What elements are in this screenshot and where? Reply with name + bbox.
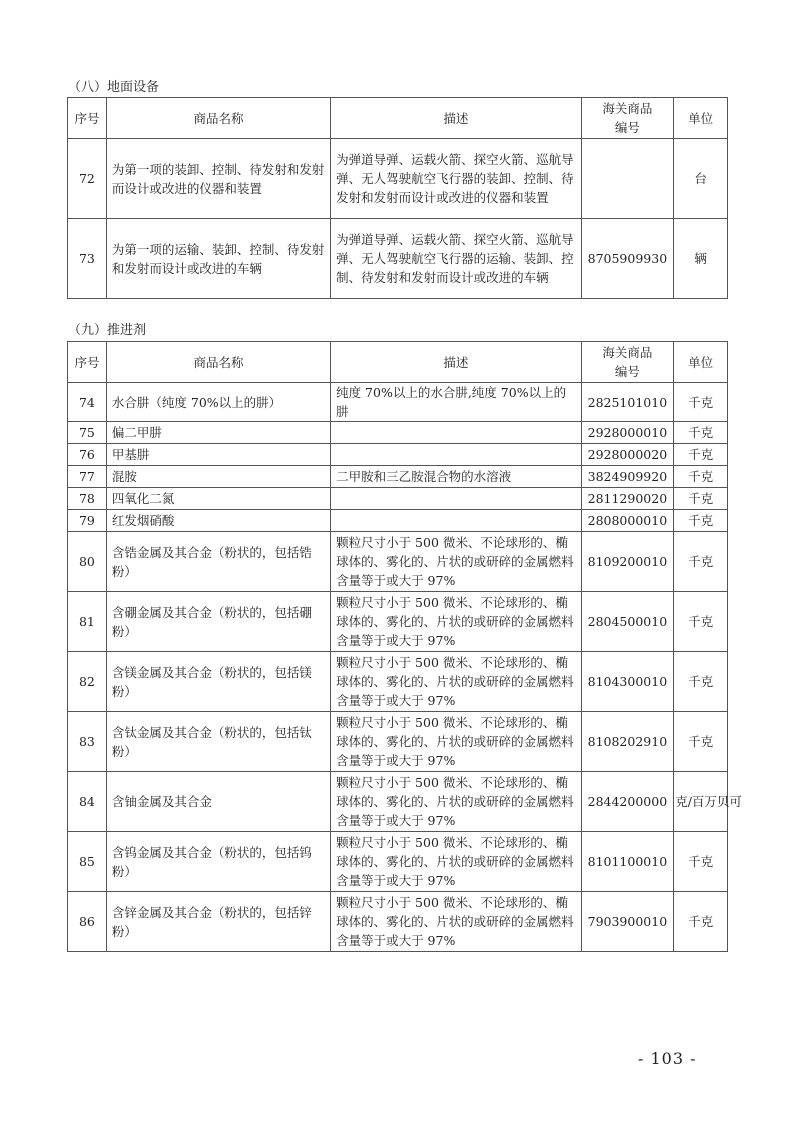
row-number: 78 (68, 488, 107, 510)
customs-code: 2804500010 (581, 592, 674, 652)
description: 颗粒尺寸小于 500 微米、不论球形的、椭球体的、雾化的、片状的或研碎的金属燃料含量等于或大于 97% (331, 832, 582, 892)
row-number: 85 (68, 832, 107, 892)
unit: 辆 (674, 219, 728, 299)
row-number: 72 (68, 139, 107, 219)
header-code-line1: 海关商品 (602, 101, 653, 116)
product-name: 四氧化二氮 (106, 488, 330, 510)
product-name: 为第一项的运输、装卸、控制、待发射和发射而设计或改进的车辆 (106, 219, 330, 299)
row-number: 77 (68, 466, 107, 488)
table-row (68, 510, 728, 532)
unit: 千克 (674, 422, 728, 444)
table-row (68, 383, 728, 422)
unit: 千克 (674, 532, 728, 592)
row-number: 83 (68, 712, 107, 772)
product-name: 含铀金属及其合金 (106, 772, 330, 832)
description: 为弹道导弹、运载火箭、探空火箭、巡航导弹、无人驾驶航空飞行器的装卸、控制、待发射和发射而设计或改进的仪器和装置 (331, 139, 582, 219)
product-name: 含钛金属及其合金（粉状的，包括钛粉） (106, 712, 330, 772)
customs-code: 2928000010 (581, 422, 674, 444)
description (331, 510, 582, 532)
customs-code (581, 139, 674, 219)
customs-code: 2844200000 (581, 772, 674, 832)
table-row (68, 422, 728, 444)
ground-equipment-table (67, 97, 728, 299)
description (331, 488, 582, 510)
table-row (68, 712, 728, 772)
row-number: 84 (68, 772, 107, 832)
customs-code: 8104300010 (581, 652, 674, 712)
customs-code: 2808000010 (581, 510, 674, 532)
row-number: 76 (68, 444, 107, 466)
customs-code: 2928000020 (581, 444, 674, 466)
product-name: 甲基肼 (106, 444, 330, 466)
customs-code: 2825101010 (581, 383, 674, 422)
row-number: 82 (68, 652, 107, 712)
table-row (68, 444, 728, 466)
description: 为弹道导弹、运载火箭、探空火箭、巡航导弹、无人驾驶航空飞行器的运输、装卸、控制、待发射和发射而设计或改进的车辆 (331, 219, 582, 299)
product-name: 偏二甲肼 (106, 422, 330, 444)
header-num: 序号 (68, 98, 107, 139)
product-name: 混胺 (106, 466, 330, 488)
header-name: 商品名称 (106, 342, 330, 383)
header-desc: 描述 (331, 342, 582, 383)
product-name: 红发烟硝酸 (106, 510, 330, 532)
description (331, 422, 582, 444)
table-row (68, 466, 728, 488)
product-name: 水合肼（纯度 70%以上的肼） (106, 383, 330, 422)
product-name: 含镁金属及其合金（粉状的，包括镁粉） (106, 652, 330, 712)
row-number: 73 (68, 219, 107, 299)
description: 二甲胺和三乙胺混合物的水溶液 (331, 466, 582, 488)
table-row (68, 488, 728, 510)
product-name: 含硼金属及其合金（粉状的，包括硼粉） (106, 592, 330, 652)
table-row (68, 652, 728, 712)
header-code (581, 98, 674, 139)
unit: 克/百万贝可 (674, 772, 728, 832)
unit: 千克 (674, 832, 728, 892)
customs-code: 7903900010 (581, 892, 674, 952)
unit: 台 (674, 139, 728, 219)
header-code (581, 342, 674, 383)
table-row (68, 592, 728, 652)
row-number: 75 (68, 422, 107, 444)
page-number: - 103 - (638, 1049, 697, 1068)
table-row (68, 532, 728, 592)
customs-code: 3824909920 (581, 466, 674, 488)
unit: 千克 (674, 488, 728, 510)
header-code-line2: 编号 (614, 364, 640, 379)
table-row (68, 772, 728, 832)
header-name: 商品名称 (106, 98, 330, 139)
table-header-row (68, 98, 728, 139)
description: 颗粒尺寸小于 500 微米、不论球形的、椭球体的、雾化的、片状的或研碎的金属燃料含量等于或大于 97% (331, 772, 582, 832)
description: 颗粒尺寸小于 500 微米、不论球形的、椭球体的、雾化的、片状的或研碎的金属燃料含量等于或大于 97% (331, 652, 582, 712)
description (331, 444, 582, 466)
row-number: 86 (68, 892, 107, 952)
table-row (68, 892, 728, 952)
unit: 千克 (674, 383, 728, 422)
row-number: 74 (68, 383, 107, 422)
description: 颗粒尺寸小于 500 微米、不论球形的、椭球体的、雾化的、片状的或研碎的金属燃料含量等于或大于 97% (331, 592, 582, 652)
header-num: 序号 (68, 342, 107, 383)
row-number: 81 (68, 592, 107, 652)
product-name: 含锌金属及其合金（粉状的，包括锌粉） (106, 892, 330, 952)
description: 颗粒尺寸小于 500 微米、不论球形的、椭球体的、雾化的、片状的或研碎的金属燃料含量等于或大于 97% (331, 712, 582, 772)
description: 纯度 70%以上的水合肼,纯度 70%以上的肼 (331, 383, 582, 422)
header-code-line2: 编号 (614, 120, 640, 135)
header-unit: 单位 (674, 98, 728, 139)
header-unit: 单位 (674, 342, 728, 383)
table-header-row (68, 342, 728, 383)
unit: 千克 (674, 712, 728, 772)
unit: 千克 (674, 444, 728, 466)
header-desc: 描述 (331, 98, 582, 139)
unit: 千克 (674, 466, 728, 488)
row-number: 79 (68, 510, 107, 532)
description: 颗粒尺寸小于 500 微米、不论球形的、椭球体的、雾化的、片状的或研碎的金属燃料含量等于或大于 97% (331, 532, 582, 592)
description: 颗粒尺寸小于 500 微米、不论球形的、椭球体的、雾化的、片状的或研碎的金属燃料含量等于或大于 97% (331, 892, 582, 952)
unit: 千克 (674, 510, 728, 532)
customs-code: 8101100010 (581, 832, 674, 892)
table-row (68, 832, 728, 892)
row-number: 80 (68, 532, 107, 592)
section-title-ground-equipment: （八）地面设备 (68, 80, 160, 95)
customs-code: 8705909930 (581, 219, 674, 299)
customs-code: 2811290020 (581, 488, 674, 510)
customs-code: 8108202910 (581, 712, 674, 772)
propellants-table (67, 341, 742, 952)
unit: 千克 (674, 592, 728, 652)
customs-code: 8109200010 (581, 532, 674, 592)
product-name: 为第一项的装卸、控制、待发射和发射而设计或改进的仪器和装置 (106, 139, 330, 219)
table-row (68, 219, 728, 299)
header-code-line1: 海关商品 (602, 345, 653, 360)
unit: 千克 (674, 652, 728, 712)
unit: 千克 (674, 892, 728, 952)
section-title-propellants: （九）推进剂 (68, 323, 147, 338)
table-row (68, 139, 728, 219)
product-name: 含锆金属及其合金（粉状的，包括锆粉） (106, 532, 330, 592)
product-name: 含钨金属及其合金（粉状的，包括钨粉） (106, 832, 330, 892)
